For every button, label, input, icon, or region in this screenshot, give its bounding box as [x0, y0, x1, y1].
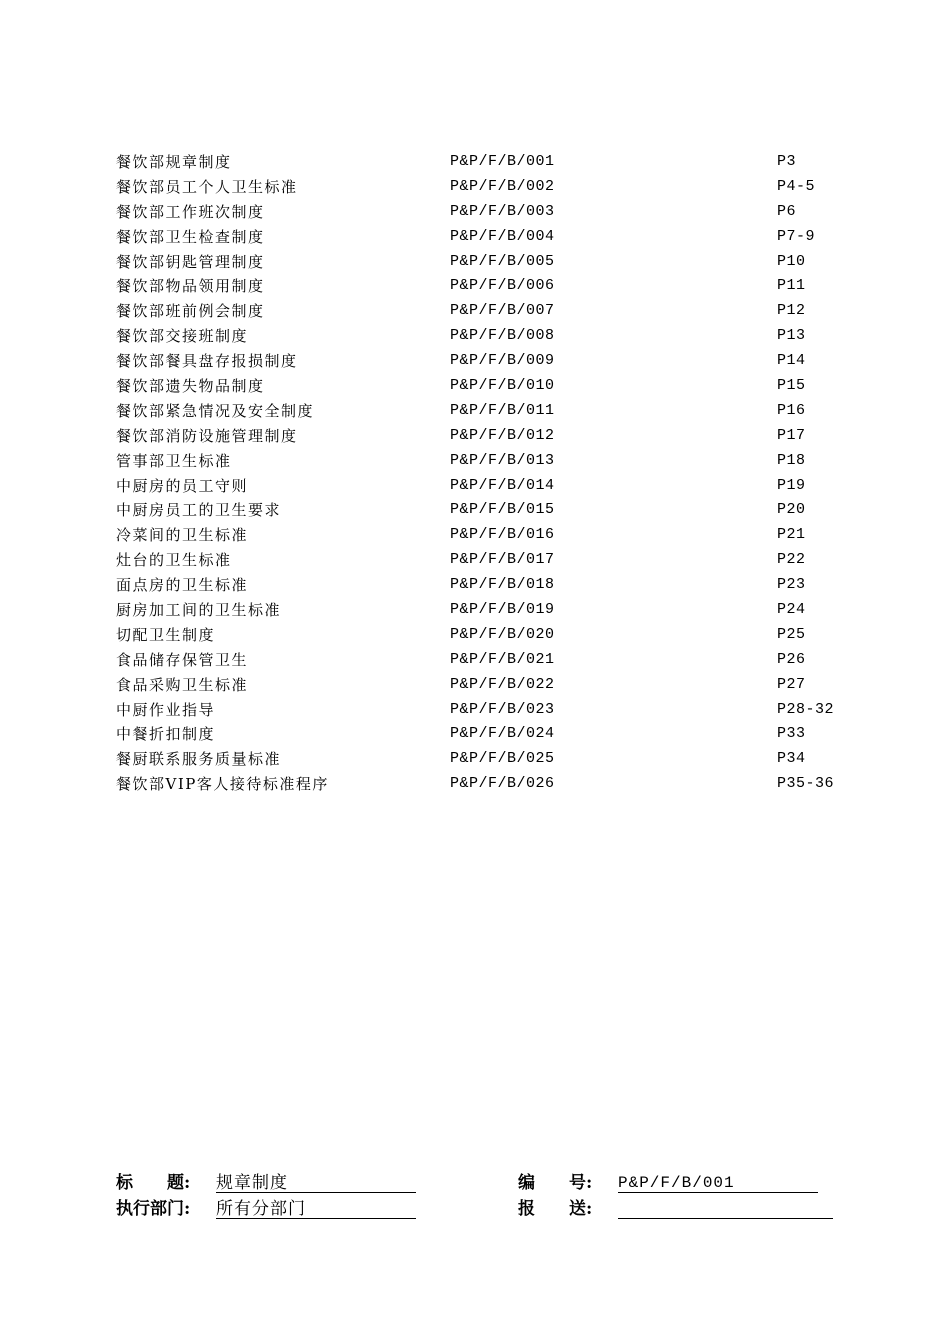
toc-title: 餐饮部餐具盘存报损制度 — [116, 352, 298, 371]
toc-row — [116, 722, 856, 747]
toc-code: P&P/F/B/003 — [450, 202, 555, 220]
toc-title: 餐饮部物品领用制度 — [116, 277, 265, 296]
toc-title: 餐饮部消防设施管理制度 — [116, 426, 298, 445]
toc-title: 餐饮部卫生检查制度 — [116, 227, 265, 246]
toc-page: P20 — [777, 501, 806, 519]
toc-title: 餐饮部VIP客人接待标准程序 — [116, 775, 329, 794]
toc-title: 餐饮部交接班制度 — [116, 327, 249, 346]
toc-row — [116, 548, 856, 573]
toc-code: P&P/F/B/026 — [450, 775, 555, 793]
toc-title: 中厨房员工的卫生要求 — [116, 501, 282, 520]
toc-code: P&P/F/B/019 — [450, 601, 555, 619]
toc-code: P&P/F/B/012 — [450, 426, 555, 444]
toc-title: 面点房的卫生标准 — [116, 576, 249, 595]
toc-row — [116, 673, 856, 698]
toc-row — [116, 747, 856, 772]
toc-code: P&P/F/B/010 — [450, 377, 555, 395]
toc-code: P&P/F/B/011 — [450, 401, 555, 419]
toc-code: P&P/F/B/013 — [450, 451, 555, 469]
toc-code: P&P/F/B/018 — [450, 576, 555, 594]
document-footer — [116, 1170, 846, 1222]
toc-row — [116, 449, 856, 474]
toc-row — [116, 474, 856, 499]
toc-row — [116, 225, 856, 250]
toc-code: P&P/F/B/008 — [450, 327, 555, 345]
toc-page: P33 — [777, 725, 806, 743]
send-underline — [618, 1198, 833, 1219]
toc-page: P6 — [777, 202, 797, 220]
toc-page: P19 — [777, 476, 806, 494]
number-value: P&P/F/B/001 — [618, 1174, 735, 1192]
toc-page: P23 — [777, 576, 806, 594]
toc-page: P14 — [777, 352, 806, 370]
toc-title: 中餐折扣制度 — [116, 725, 216, 744]
toc-code: P&P/F/B/015 — [450, 501, 555, 519]
toc-row — [116, 523, 856, 548]
toc-page: P24 — [777, 601, 806, 619]
toc-row — [116, 648, 856, 673]
toc-title: 食品储存保管卫生 — [116, 650, 249, 669]
toc-code: P&P/F/B/022 — [450, 675, 555, 693]
toc-title: 餐饮部员工个人卫生标准 — [116, 177, 298, 196]
toc-code: P&P/F/B/014 — [450, 476, 555, 494]
toc-row — [116, 150, 856, 175]
toc-row — [116, 324, 856, 349]
toc-code: P&P/F/B/006 — [450, 277, 555, 295]
table-of-contents — [116, 150, 856, 797]
send-label: 报 送: — [518, 1199, 593, 1219]
title-label: 标 题: — [116, 1173, 191, 1193]
toc-title: 餐饮部班前例会制度 — [116, 302, 265, 321]
toc-code: P&P/F/B/016 — [450, 526, 555, 544]
toc-page: P17 — [777, 426, 806, 444]
toc-row — [116, 573, 856, 598]
footer-row-2 — [116, 1196, 846, 1222]
toc-page: P11 — [777, 277, 806, 295]
toc-code: P&P/F/B/021 — [450, 650, 555, 668]
toc-title: 餐饮部钥匙管理制度 — [116, 252, 265, 271]
toc-row — [116, 399, 856, 424]
toc-title: 餐饮部规章制度 — [116, 153, 232, 171]
number-label: 编 号: — [518, 1173, 593, 1193]
toc-page: P12 — [777, 302, 806, 320]
toc-row — [116, 299, 856, 324]
toc-title: 切配卫生制度 — [116, 625, 216, 644]
toc-page: P13 — [777, 327, 806, 345]
title-value: 规章制度 — [216, 1173, 288, 1193]
toc-title: 餐饮部遗失物品制度 — [116, 377, 265, 396]
title-underline — [216, 1172, 416, 1193]
toc-page: P15 — [777, 377, 806, 395]
toc-title: 中厨作业指导 — [116, 700, 216, 719]
toc-title: 管事部卫生标准 — [116, 451, 232, 470]
toc-title: 食品采购卫生标准 — [116, 675, 249, 694]
toc-row — [116, 598, 856, 623]
toc-page: P4-5 — [777, 177, 816, 195]
toc-code: P&P/F/B/025 — [450, 750, 555, 768]
toc-title: 厨房加工间的卫生标准 — [116, 601, 282, 620]
toc-page: P7-9 — [777, 227, 816, 245]
toc-page: P22 — [777, 551, 806, 569]
toc-code: P&P/F/B/017 — [450, 551, 555, 569]
toc-row — [116, 175, 856, 200]
toc-row — [116, 623, 856, 648]
toc-code: P&P/F/B/001 — [450, 153, 555, 170]
toc-title: 中厨房的员工守则 — [116, 476, 249, 495]
toc-title: 冷菜间的卫生标准 — [116, 526, 249, 545]
toc-code: P&P/F/B/023 — [450, 700, 555, 718]
toc-title: 灶台的卫生标准 — [116, 551, 232, 570]
toc-code: P&P/F/B/002 — [450, 177, 555, 195]
footer-row-1 — [116, 1170, 846, 1196]
toc-page: P34 — [777, 750, 806, 768]
toc-code: P&P/F/B/020 — [450, 625, 555, 643]
toc-page: P3 — [777, 153, 797, 170]
toc-row — [116, 250, 856, 275]
toc-title: 餐饮部紧急情况及安全制度 — [116, 401, 315, 420]
toc-row — [116, 349, 856, 374]
number-underline — [618, 1172, 818, 1193]
toc-code: P&P/F/B/005 — [450, 252, 555, 270]
toc-page: P26 — [777, 650, 806, 668]
toc-page: P25 — [777, 625, 806, 643]
toc-page: P18 — [777, 451, 806, 469]
toc-code: P&P/F/B/024 — [450, 725, 555, 743]
toc-title: 餐饮部工作班次制度 — [116, 202, 265, 221]
dept-underline — [216, 1198, 416, 1219]
toc-title: 餐厨联系服务质量标准 — [116, 750, 282, 769]
dept-value: 所有分部门 — [216, 1199, 306, 1219]
toc-page: P16 — [777, 401, 806, 419]
toc-code: P&P/F/B/007 — [450, 302, 555, 320]
toc-row — [116, 498, 856, 523]
toc-page: P10 — [777, 252, 806, 270]
toc-row — [116, 374, 856, 399]
toc-page: P21 — [777, 526, 806, 544]
toc-code: P&P/F/B/009 — [450, 352, 555, 370]
toc-row — [116, 200, 856, 225]
toc-page: P35-36 — [777, 775, 835, 793]
toc-row — [116, 698, 856, 723]
toc-row — [116, 772, 856, 797]
dept-label: 执行部门: — [116, 1199, 191, 1219]
toc-page: P27 — [777, 675, 806, 693]
toc-row — [116, 424, 856, 449]
toc-row — [116, 274, 856, 299]
toc-code: P&P/F/B/004 — [450, 227, 555, 245]
toc-page: P28-32 — [777, 700, 835, 718]
